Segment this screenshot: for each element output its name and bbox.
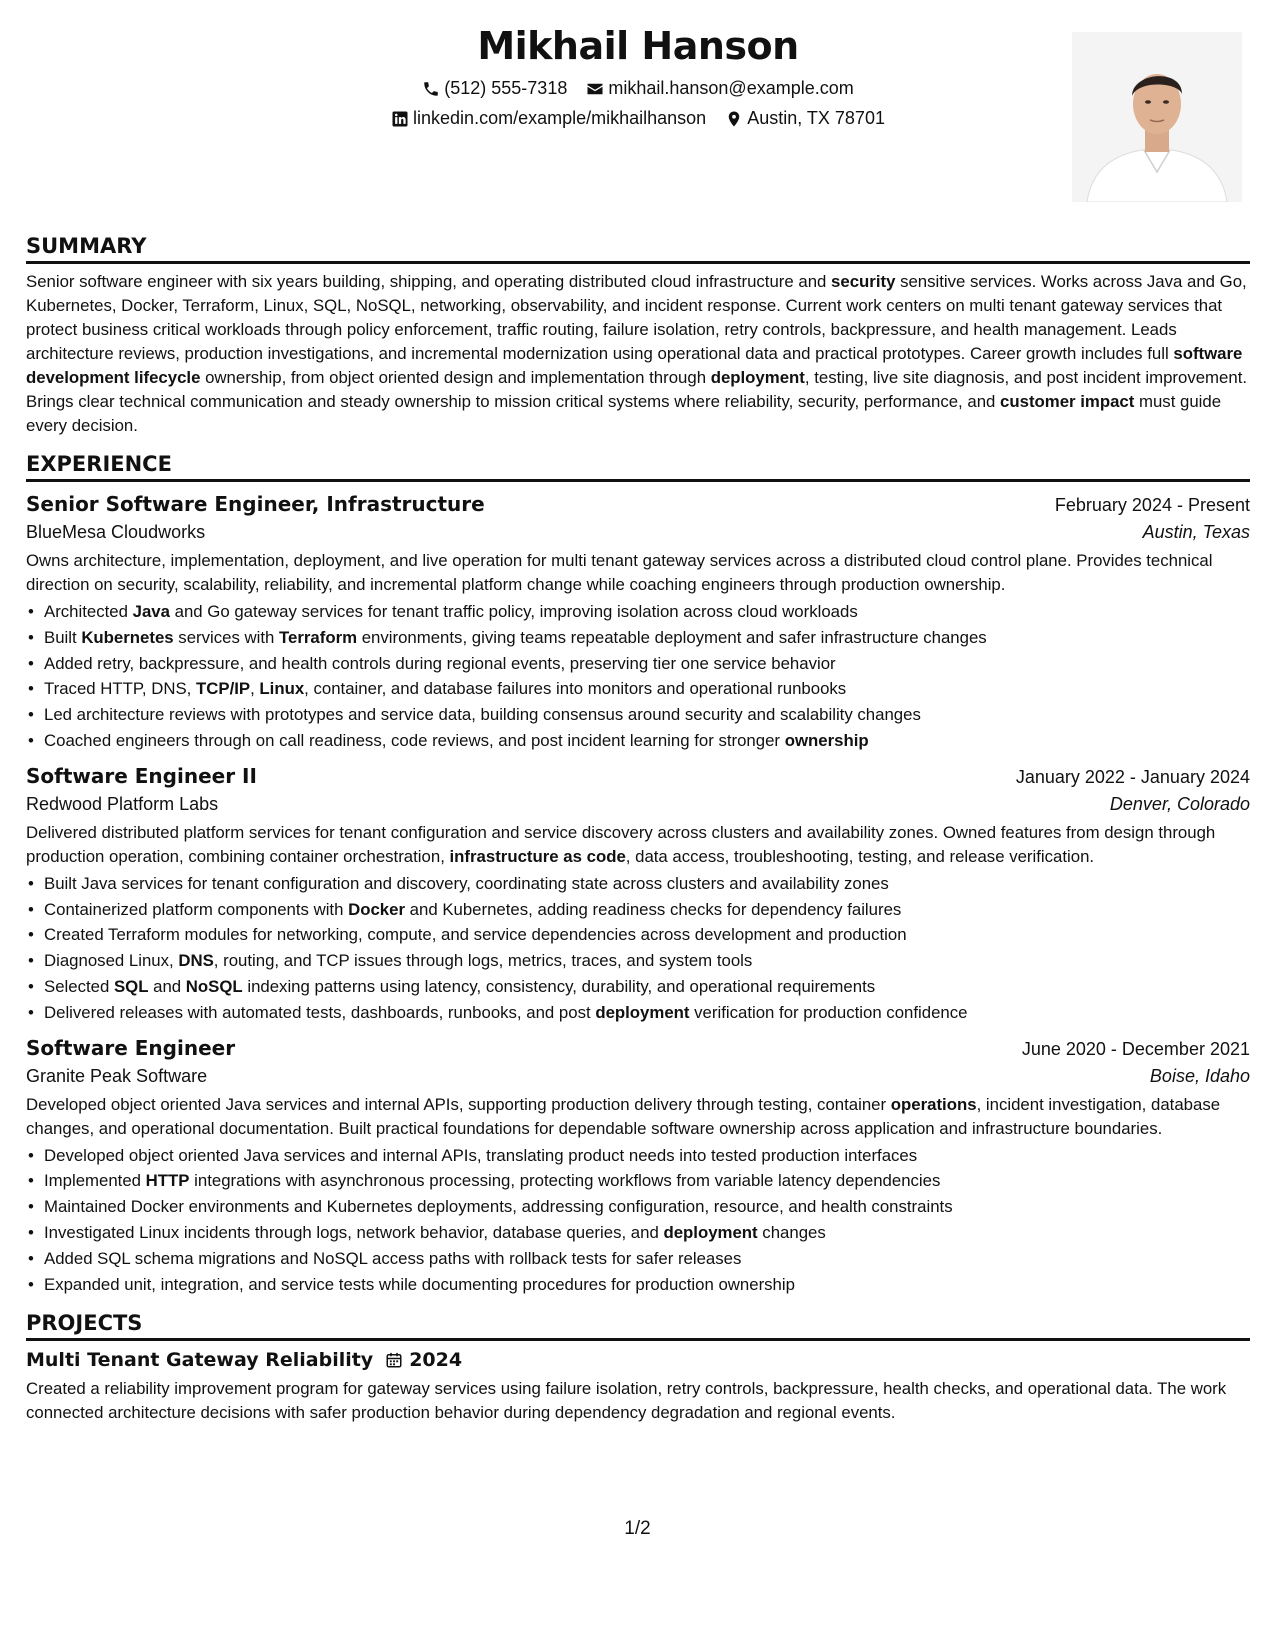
list-item: • Led architecture reviews with prototypes and service data, building consensus around security and scalability changes — [26, 702, 1250, 728]
job-description: Delivered distributed platform services for tenant configuration and service discovery across clusters and availability zones. Owned features from design through production operation, combining container orchestration, infrastructure as code, data access, troubleshooting, testing, and release verification. — [26, 822, 1216, 866]
experience-section — [26, 452, 1250, 1297]
resume-header — [26, 20, 1250, 220]
calendar-icon — [385, 1351, 403, 1369]
list-item: • Implemented HTTP integrations with asynchronous processing, protecting workflows from variable latency dependencies — [26, 1168, 1250, 1194]
list-item: • Containerized platform components with Docker and Kubernetes, adding readiness checks for dependency failures — [26, 897, 1250, 923]
contact-row-1 — [26, 78, 1250, 103]
map-pin-icon — [725, 110, 743, 128]
resume-page — [26, 20, 1250, 1425]
list-item: • Added retry, backpressure, and health controls during regional events, preserving tier one service behavior — [26, 651, 1250, 677]
linkedin-text: linkedin.com/example/mikhailhanson — [413, 108, 707, 128]
job-location: Austin, Texas — [1142, 522, 1250, 542]
experience-heading: EXPERIENCE — [26, 452, 1250, 482]
page-number: 1/2 — [624, 1518, 651, 1539]
job-location: Boise, Idaho — [1149, 1065, 1250, 1086]
summary-section — [26, 234, 1250, 438]
job-title: Software Engineer — [26, 1035, 236, 1060]
list-item: • Maintained Docker environments and Kubernetes deployments, addressing configuration, resource, and health constraints — [26, 1194, 1250, 1220]
contact-row-2 — [26, 108, 1250, 133]
job-company: Redwood Platform Labs — [26, 793, 219, 814]
project-header — [26, 1349, 1250, 1371]
job-dates: February 2024 - Present — [1054, 495, 1250, 515]
job-bullets — [26, 599, 1250, 754]
list-item: • Added SQL schema migrations and NoSQL access paths with rollback tests for safer releases — [26, 1246, 1250, 1272]
contact-location — [725, 108, 885, 129]
profile-photo — [1072, 32, 1242, 202]
candidate-name: Mikhail Hanson — [477, 24, 799, 68]
list-item: • Coached engineers through on call readiness, code reviews, and post incident learning for stronger ownership — [26, 728, 1250, 754]
project-title: Multi Tenant Gateway Reliability — [26, 1349, 374, 1372]
phone-icon — [422, 80, 440, 98]
linkedin-icon — [391, 110, 409, 128]
job-company: BlueMesa Cloudworks — [26, 522, 206, 542]
job-dates: June 2020 - December 2021 — [1021, 1038, 1250, 1059]
contact-linkedin[interactable] — [391, 108, 706, 129]
job-title: Software Engineer II — [26, 763, 257, 788]
job-title: Senior Software Engineer, Infrastructure — [26, 492, 485, 516]
job-entry — [26, 1036, 1250, 1298]
envelope-icon — [586, 80, 604, 98]
list-item: • Delivered releases with automated tests, dashboards, runbooks, and post deployment verification for production confidence — [26, 1000, 1250, 1026]
job-entry — [26, 492, 1250, 754]
contact-email[interactable] — [586, 78, 853, 99]
job-location: Denver, Colorado — [1109, 793, 1250, 814]
job-bullets — [26, 871, 1250, 1026]
list-item: • Developed object oriented Java services and internal APIs, translating product needs into tested production interfaces — [26, 1143, 1250, 1169]
list-item: • Built Kubernetes services with Terraform environments, giving teams repeatable deployment and safer infrastructure changes — [26, 625, 1250, 651]
email-text: mikhail.hanson@example.com — [608, 78, 854, 98]
job-company: Granite Peak Software — [26, 1065, 208, 1086]
list-item: • Investigated Linux incidents through logs, network behavior, database queries, and deployment changes — [26, 1220, 1250, 1246]
projects-heading: PROJECTS — [26, 1311, 1250, 1341]
list-item: • Architected Java and Go gateway services for tenant traffic policy, improving isolation across cloud workloads — [26, 599, 1250, 625]
contact-phone[interactable] — [422, 78, 567, 99]
summary-text: Senior software engineer with six years building, shipping, and operating distributed cloud infrastructure and security sensitive services. Works across Java and Go, Kubernetes, Docker, Terraform, Linux, SQL, NoSQL, networking, observability, and incident response. Current work centers on multi tenant gateway services that protect business critical workloads through policy enforcement, traffic routing, failure isolation, retry controls, backpressure, and health management. Leads architecture reviews, production investigations, and incremental modernization using operational data and practical prototypes. Career growth includes full software development lifecycle ownership, from object oriented design and implementation through deployment, testing, live site diagnosis, and post incident improvement. Brings clear technical communication and steady ownership to mission critical systems where reliability, security, performance, and customer impact must guide every decision. — [26, 272, 1248, 435]
job-description: Developed object oriented Java services and internal APIs, supporting production delivery through testing, container operations, incident investigation, database changes, and operational documentation. Built practical foundations for dependable software ownership across application and infrastructure boundaries. — [26, 1094, 1221, 1138]
list-item: • Selected SQL and NoSQL indexing patterns using latency, consistency, durability, and operational requirements — [26, 974, 1250, 1000]
list-item: • Expanded unit, integration, and service tests while documenting procedures for production ownership — [26, 1272, 1250, 1298]
job-description: Owns architecture, implementation, deployment, and live operation for multi tenant gateway services across a distributed cloud control plane. Provides technical direction on security, scalability, reliability, and incremental platform change while coaching engineers through production ownership. — [26, 551, 1213, 594]
list-item: • Created Terraform modules for networking, compute, and service dependencies across development and production — [26, 922, 1250, 948]
summary-heading: SUMMARY — [26, 234, 1250, 264]
job-dates: January 2022 - January 2024 — [1015, 766, 1250, 787]
phone-text: (512) 555-7318 — [444, 78, 568, 98]
project-description: Created a reliability improvement program for gateway services using failure isolation, retry controls, backpressure, health checks, and operational data. The work connected architecture decisions with safer production behavior during dependency degradation and regional events. — [26, 1379, 1227, 1423]
list-item: • Diagnosed Linux, DNS, routing, and TCP issues through logs, metrics, traces, and system tools — [26, 948, 1250, 974]
list-item: • Built Java services for tenant configuration and discovery, coordinating state across clusters and availability zones — [26, 871, 1250, 897]
list-item: • Traced HTTP, DNS, TCP/IP, Linux, container, and database failures into monitors and operational runbooks — [26, 676, 1250, 702]
profile-photo-image — [1072, 32, 1242, 202]
job-bullets — [26, 1143, 1250, 1298]
job-entry — [26, 764, 1250, 1026]
projects-section — [26, 1311, 1250, 1425]
location-text: Austin, TX 78701 — [747, 108, 885, 128]
project-year: 2024 — [409, 1349, 463, 1372]
